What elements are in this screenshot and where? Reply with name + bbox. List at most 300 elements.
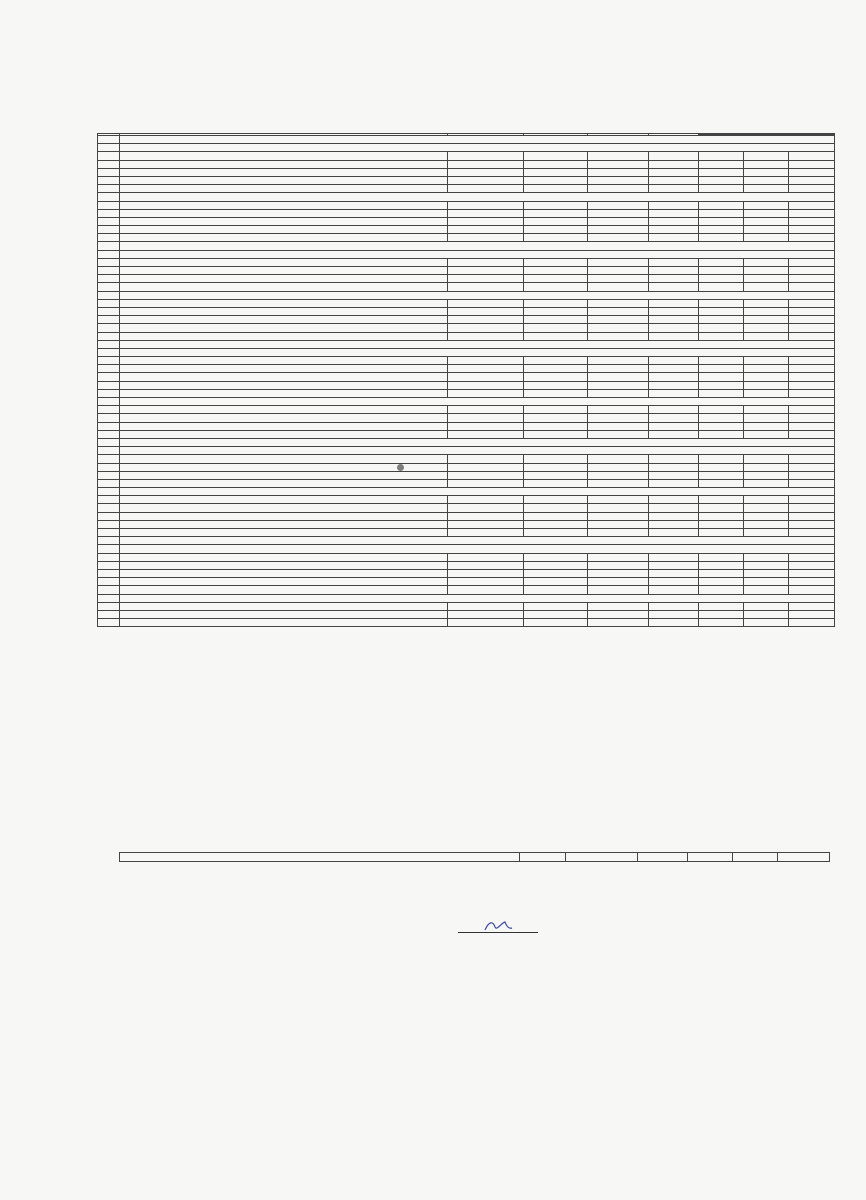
total-row <box>98 332 835 340</box>
yield-cell <box>524 414 588 422</box>
recipe-number <box>448 168 524 176</box>
carbs-cell <box>789 324 835 332</box>
energy-cell <box>649 479 699 487</box>
price-cell <box>588 586 649 594</box>
recipe-number <box>448 422 524 430</box>
recipe-number <box>448 226 524 234</box>
day-section-row <box>98 136 835 144</box>
carbs-cell <box>789 422 835 430</box>
row-number <box>98 152 120 160</box>
row-number <box>98 578 120 586</box>
recipe-number <box>448 307 524 315</box>
energy-cell <box>649 561 699 569</box>
fat-cell <box>744 479 789 487</box>
fat-cell <box>744 406 789 414</box>
total-row <box>98 234 835 242</box>
energy-cell <box>649 201 699 209</box>
carbs-cell <box>789 185 835 193</box>
dish-name <box>120 561 448 569</box>
carbs-cell <box>789 357 835 365</box>
row-number <box>98 316 120 324</box>
recipe-number <box>448 586 524 594</box>
dish-name <box>120 553 448 561</box>
price-cell <box>588 602 649 610</box>
summary-header-row <box>120 853 830 862</box>
price-cell <box>588 561 649 569</box>
row-number <box>98 561 120 569</box>
dish-row <box>98 569 835 577</box>
fat-cell <box>744 381 789 389</box>
fat-cell <box>744 529 789 537</box>
price-cell <box>588 209 649 217</box>
fat-cell <box>744 258 789 266</box>
menu-body <box>98 136 835 627</box>
dish-row <box>98 578 835 586</box>
protein-cell <box>699 185 744 193</box>
dish-name <box>120 185 448 193</box>
yield-cell <box>524 512 588 520</box>
summary-fat-label <box>688 853 733 862</box>
dish-row <box>98 381 835 389</box>
recipe-number <box>448 389 524 397</box>
recipe-number <box>448 414 524 422</box>
yield-cell <box>524 299 588 307</box>
energy-cell <box>649 553 699 561</box>
fat-cell <box>744 160 789 168</box>
price-cell <box>588 307 649 315</box>
fat-cell <box>744 209 789 217</box>
yield-cell <box>524 496 588 504</box>
price-cell <box>588 316 649 324</box>
energy-cell <box>649 512 699 520</box>
carbs-cell <box>789 168 835 176</box>
dish-name <box>120 201 448 209</box>
recipe-number <box>448 504 524 512</box>
dish-row <box>98 422 835 430</box>
carbs-cell <box>789 176 835 184</box>
recipe-number <box>448 160 524 168</box>
protein-cell <box>699 299 744 307</box>
fat-cell <box>744 512 789 520</box>
yield-cell <box>524 381 588 389</box>
row-number <box>98 512 120 520</box>
dish-name <box>120 316 448 324</box>
fat-cell <box>744 455 789 463</box>
fat-cell <box>744 496 789 504</box>
row-number <box>98 586 120 594</box>
energy-cell <box>649 455 699 463</box>
fat-cell <box>744 226 789 234</box>
dish-name <box>120 226 448 234</box>
fat-cell <box>744 152 789 160</box>
yield-cell <box>524 234 588 242</box>
fat-cell <box>744 414 789 422</box>
recipe-number <box>448 578 524 586</box>
energy-cell <box>649 324 699 332</box>
yield-cell <box>524 307 588 315</box>
meal-row <box>98 250 835 258</box>
protein-cell <box>699 226 744 234</box>
price-cell <box>588 234 649 242</box>
energy-cell <box>649 430 699 438</box>
dish-row <box>98 496 835 504</box>
energy-cell <box>649 357 699 365</box>
fat-cell <box>744 602 789 610</box>
fat-cell <box>744 307 789 315</box>
yield-cell <box>524 201 588 209</box>
carbs-cell <box>789 365 835 373</box>
protein-cell <box>699 463 744 471</box>
carbs-cell <box>789 471 835 479</box>
yield-cell <box>524 422 588 430</box>
yield-cell <box>524 275 588 283</box>
dish-name <box>120 160 448 168</box>
yield-cell <box>524 365 588 373</box>
dish-name <box>120 324 448 332</box>
dish-name <box>120 406 448 414</box>
recipe-number <box>448 479 524 487</box>
total-row <box>98 430 835 438</box>
protein-cell <box>699 316 744 324</box>
dish-row <box>98 316 835 324</box>
energy-cell <box>649 176 699 184</box>
carbs-cell <box>789 373 835 381</box>
dish-row <box>98 414 835 422</box>
fat-cell <box>744 275 789 283</box>
yield-cell <box>524 283 588 291</box>
energy-cell <box>649 389 699 397</box>
protein-cell <box>699 619 744 627</box>
summary-table <box>119 852 830 862</box>
protein-cell <box>699 569 744 577</box>
price-cell <box>588 619 649 627</box>
dish-name <box>120 496 448 504</box>
protein-cell <box>699 455 744 463</box>
energy-cell <box>649 258 699 266</box>
punch-mark <box>397 464 404 471</box>
energy-cell <box>649 471 699 479</box>
energy-cell <box>649 463 699 471</box>
carbs-cell <box>789 160 835 168</box>
recipe-number <box>448 185 524 193</box>
row-number <box>98 496 120 504</box>
energy-cell <box>649 332 699 340</box>
day-section-row <box>98 242 835 250</box>
dish-row <box>98 373 835 381</box>
signature-line <box>458 932 538 933</box>
fat-cell <box>744 561 789 569</box>
row-number <box>98 463 120 471</box>
price-cell <box>588 430 649 438</box>
recipe-number <box>448 381 524 389</box>
protein-cell <box>699 422 744 430</box>
price-cell <box>588 389 649 397</box>
day-section-label <box>120 537 835 545</box>
row-number <box>98 569 120 577</box>
fat-cell <box>744 332 789 340</box>
energy-cell <box>649 496 699 504</box>
energy-cell <box>649 529 699 537</box>
fat-cell <box>744 586 789 594</box>
dish-row <box>98 307 835 315</box>
fat-cell <box>744 569 789 577</box>
carbs-cell <box>789 463 835 471</box>
yield-cell <box>524 209 588 217</box>
fat-cell <box>744 504 789 512</box>
dish-row <box>98 357 835 365</box>
protein-cell <box>699 267 744 275</box>
protein-cell <box>699 283 744 291</box>
carbs-cell <box>789 389 835 397</box>
row-number <box>98 299 120 307</box>
protein-cell <box>699 610 744 618</box>
recipe-number <box>448 520 524 528</box>
meal-row <box>98 488 835 496</box>
carbs-cell <box>789 299 835 307</box>
fat-cell <box>744 234 789 242</box>
recipe-number <box>448 610 524 618</box>
carbs-cell <box>789 578 835 586</box>
meal-row <box>98 348 835 356</box>
carbs-cell <box>789 226 835 234</box>
yield-cell <box>524 578 588 586</box>
protein-cell <box>699 258 744 266</box>
yield-cell <box>524 185 588 193</box>
dish-row <box>98 389 835 397</box>
dish-name <box>120 422 448 430</box>
price-cell <box>588 275 649 283</box>
protein-cell <box>699 234 744 242</box>
dish-name <box>120 365 448 373</box>
yield-cell <box>524 176 588 184</box>
row-number <box>98 373 120 381</box>
price-cell <box>588 406 649 414</box>
meal-label <box>120 250 835 258</box>
yield-cell <box>524 160 588 168</box>
energy-cell <box>649 365 699 373</box>
carbs-cell <box>789 586 835 594</box>
carbs-cell <box>789 201 835 209</box>
fat-cell <box>744 610 789 618</box>
fat-cell <box>744 267 789 275</box>
total-label <box>120 619 448 627</box>
recipe-number <box>448 176 524 184</box>
energy-cell <box>649 619 699 627</box>
protein-cell <box>699 529 744 537</box>
protein-cell <box>699 365 744 373</box>
protein-cell <box>699 275 744 283</box>
energy-cell <box>649 168 699 176</box>
meal-label <box>120 144 835 152</box>
recipe-number <box>448 569 524 577</box>
fat-cell <box>744 619 789 627</box>
total-label <box>120 234 448 242</box>
row-number <box>98 553 120 561</box>
row-number <box>98 176 120 184</box>
dish-row <box>98 463 835 471</box>
yield-cell <box>524 332 588 340</box>
energy-cell <box>649 307 699 315</box>
energy-cell <box>649 414 699 422</box>
energy-cell <box>649 422 699 430</box>
row-number <box>98 406 120 414</box>
carbs-cell <box>789 455 835 463</box>
protein-cell <box>699 373 744 381</box>
dish-row <box>98 602 835 610</box>
row-number <box>98 414 120 422</box>
energy-cell <box>649 381 699 389</box>
energy-cell <box>649 316 699 324</box>
row-number <box>98 307 120 315</box>
dish-name <box>120 479 448 487</box>
dish-row <box>98 406 835 414</box>
dish-name <box>120 373 448 381</box>
yield-cell <box>524 389 588 397</box>
price-cell <box>588 512 649 520</box>
meal-label <box>120 488 835 496</box>
fat-cell <box>744 578 789 586</box>
energy-cell <box>649 578 699 586</box>
fat-cell <box>744 430 789 438</box>
dish-name <box>120 520 448 528</box>
row-number <box>98 504 120 512</box>
meal-label <box>120 398 835 406</box>
dish-row <box>98 455 835 463</box>
price-cell <box>588 185 649 193</box>
protein-cell <box>699 176 744 184</box>
recipe-number <box>448 602 524 610</box>
dish-row <box>98 471 835 479</box>
dish-name <box>120 168 448 176</box>
yield-cell <box>524 152 588 160</box>
carbs-cell <box>789 569 835 577</box>
fat-cell <box>744 365 789 373</box>
yield-cell <box>524 316 588 324</box>
row-number <box>98 324 120 332</box>
price-cell <box>588 357 649 365</box>
yield-cell <box>524 217 588 225</box>
fat-cell <box>744 176 789 184</box>
recipe-number <box>448 217 524 225</box>
price-cell <box>588 496 649 504</box>
price-cell <box>588 201 649 209</box>
row-number <box>98 479 120 487</box>
dish-name <box>120 307 448 315</box>
dish-name <box>120 357 448 365</box>
price-cell <box>588 176 649 184</box>
carbs-cell <box>789 561 835 569</box>
protein-cell <box>699 578 744 586</box>
protein-cell <box>699 381 744 389</box>
carbs-cell <box>789 332 835 340</box>
carbs-cell <box>789 152 835 160</box>
dish-name <box>120 389 448 397</box>
dish-name <box>120 578 448 586</box>
yield-cell <box>524 463 588 471</box>
carbs-cell <box>789 529 835 537</box>
yield-cell <box>524 553 588 561</box>
fat-cell <box>744 217 789 225</box>
row-number <box>98 520 120 528</box>
recipe-number <box>448 471 524 479</box>
row-number <box>98 217 120 225</box>
row-number <box>98 160 120 168</box>
meal-row <box>98 594 835 602</box>
price-cell <box>588 152 649 160</box>
dish-row <box>98 275 835 283</box>
recipe-number <box>448 512 524 520</box>
recipe-number <box>448 406 524 414</box>
price-cell <box>588 578 649 586</box>
fat-cell <box>744 520 789 528</box>
yield-cell <box>524 602 588 610</box>
yield-cell <box>524 455 588 463</box>
row-number <box>98 365 120 373</box>
recipe-number <box>448 299 524 307</box>
energy-cell <box>649 569 699 577</box>
yield-cell <box>524 520 588 528</box>
dish-name <box>120 152 448 160</box>
protein-cell <box>699 414 744 422</box>
energy-cell <box>649 520 699 528</box>
price-cell <box>588 381 649 389</box>
carbs-cell <box>789 209 835 217</box>
energy-cell <box>649 602 699 610</box>
recipe-number <box>448 365 524 373</box>
dish-name <box>120 258 448 266</box>
yield-cell <box>524 610 588 618</box>
dish-name <box>120 267 448 275</box>
fat-cell <box>744 185 789 193</box>
row-number <box>98 357 120 365</box>
summary-protein-label <box>638 853 688 862</box>
price-cell <box>588 520 649 528</box>
row-number <box>98 422 120 430</box>
yield-cell <box>524 586 588 594</box>
dish-row <box>98 553 835 561</box>
total-row <box>98 619 835 627</box>
dish-row <box>98 217 835 225</box>
carbs-cell <box>789 414 835 422</box>
protein-cell <box>699 504 744 512</box>
protein-cell <box>699 561 744 569</box>
protein-cell <box>699 406 744 414</box>
energy-cell <box>649 504 699 512</box>
dish-name <box>120 610 448 618</box>
price-cell <box>588 258 649 266</box>
recipe-number <box>448 553 524 561</box>
energy-cell <box>649 275 699 283</box>
price-cell <box>588 226 649 234</box>
row-number <box>98 381 120 389</box>
carbs-cell <box>789 512 835 520</box>
row-number <box>98 275 120 283</box>
yield-cell <box>524 357 588 365</box>
summary-energy-label <box>566 853 638 862</box>
meal-row <box>98 447 835 455</box>
energy-cell <box>649 283 699 291</box>
carbs-cell <box>789 553 835 561</box>
dish-row <box>98 226 835 234</box>
dish-row <box>98 160 835 168</box>
protein-cell <box>699 217 744 225</box>
recipe-number <box>448 324 524 332</box>
yield-cell <box>524 619 588 627</box>
fat-cell <box>744 373 789 381</box>
meal-row <box>98 193 835 201</box>
yield-cell <box>524 430 588 438</box>
day-section-row <box>98 340 835 348</box>
